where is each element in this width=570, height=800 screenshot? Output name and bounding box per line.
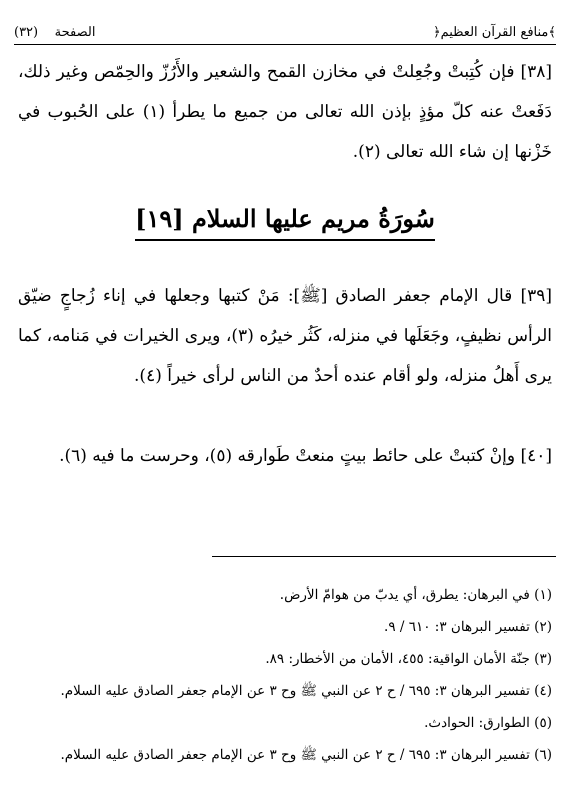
paragraph-38: [٣٨] فإن كُتِبتْ وجُعِلتْ في مخازن القمح والشعير والأَرُزّ والحِمّص وغير ذلك، دَفَعتْ عنه كلّ مؤذٍ بإذن الله تعالى من جميع ما يطرأ (١) على الحُبوب في خَزْنها إن شاء الله تعالى (٢). [18,62,552,162]
footnote-divider [212,556,556,557]
page-header [14,14,556,40]
page-number: (٣٢) [14,25,39,40]
footnote-1: (١) في البرهان: يطرق، أي يدبّ من هوامّ الأرض. [279,587,552,603]
footnote-5: (٥) الطوارق: الحوادث. [424,715,552,731]
footnote-4: (٤) تفسير البرهان ٣: ٦٩٥ / ح ٢ عن النبي ﷺ وح ٣ عن الإمام جعفر الصادق عليه السلام. [60,683,552,699]
book-title: ﴾منافع القرآن العظيم﴿ [432,25,556,40]
footnotes-list [18,582,552,774]
page-number-label [14,25,95,40]
surah-heading-text: سُورَةُ مريم عليها السلام [١٩] [135,204,435,241]
footnote-6: (٦) تفسير البرهان ٣: ٦٩٥ / ح ٢ عن النبي ﷺ وح ٣ عن الإمام جعفر الصادق عليه السلام. [60,747,552,763]
paragraph-40: [٤٠] وإنْ كتبتْ على حائط بيتٍ منعتْ طَوارقه (٥)، وحرست ما فيه (٦). [59,446,552,466]
page-label: الصفحة [54,25,96,40]
header-divider [14,44,556,45]
footnote-3: (٣) جنّة الأمان الواقية: ٤٥٥، الأمان من الأخطار: ٨٩. [265,651,552,667]
surah-heading [0,204,570,233]
paragraph-39: [٣٩] قال الإمام جعفر الصادق [ﷺ]: مَنْ كتبها وجعلها في إناء زُجاجٍ ضيّق الرأس نظيفٍ، وجَعَلَها في منزله، كَثُر خيرُه (٣)، ويرى الخيرات في مَنامه، كما يرى أَهلُ منزله، ولو أقام عنده أحدٌ من الناس لرأى خيراً (٤). [18,286,552,386]
footnote-2: (٢) تفسير البرهان ٣: ٦١٠ / ٩. [384,619,552,635]
